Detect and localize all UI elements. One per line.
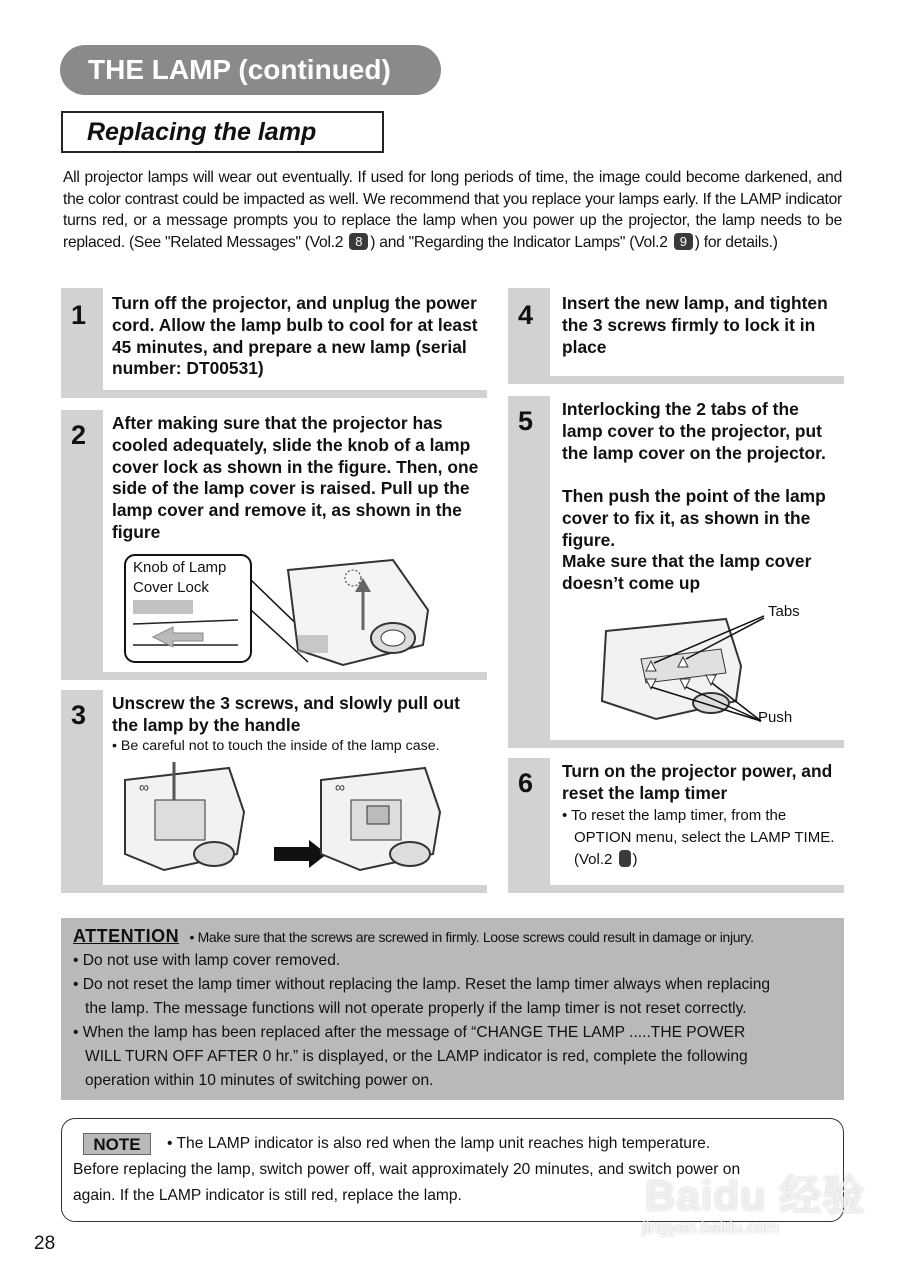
step-text-3: Make sure that the lamp cover doesn’t come up bbox=[562, 551, 812, 593]
attention-line-6: WILL TURN OFF AFTER 0 hr.” is displayed, or the LAMP indicator is red, complete the following bbox=[85, 1048, 748, 1065]
figure-label-knob: Knob of Lamp Cover Lock bbox=[133, 559, 227, 596]
watermark-logo: Baidu 经验 bbox=[645, 1172, 866, 1219]
step-number: 2 bbox=[71, 420, 87, 450]
step-text-2: Then push the point of the lamp cover to fix it, as shown in the figure. bbox=[562, 486, 826, 550]
attention-line-1: • Make sure that the screws are screwed in firmly. Loose screws could result in damage or injury. bbox=[189, 929, 754, 945]
step-text: Interlocking the 2 tabs of the lamp cover to the projector, put the lamp cover on the projector. bbox=[562, 399, 826, 463]
intro-text-a: All projector lamps will wear out eventually. If used for long periods of time, the image could become darkened, and the color contrast could be impacted as well. We recommend that you replace your lamps early. If the LAMP indicator turns red, or a message prompts you to replace the lamp when you power up the projector, the lamp needs to be replaced. (See "Related Messages" (Vol.2 bbox=[63, 169, 842, 251]
section-title: Replacing the lamp bbox=[61, 111, 384, 153]
step-bullet-text: • To reset the lamp timer, from the OPTION menu, select the LAMP TIME. (Vol.2 bbox=[562, 807, 835, 868]
step-bullet: • Be careful not to touch the inside of the lamp case. bbox=[112, 738, 440, 754]
note-line-2: Before replacing the lamp, switch power off, wait approximately 20 minutes, and switch power on bbox=[73, 1161, 741, 1178]
step-number: 3 bbox=[71, 700, 87, 730]
attention-line-7: operation within 10 minutes of switching power on. bbox=[85, 1072, 434, 1089]
page-ref-badge: 8 bbox=[349, 233, 368, 250]
note-line-3: again. If the LAMP indicator is still red, replace the lamp. bbox=[73, 1187, 462, 1204]
attention-line-2: • Do not use with lamp cover removed. bbox=[73, 952, 341, 969]
step-number: 4 bbox=[518, 300, 534, 330]
attention-box bbox=[61, 918, 844, 1100]
note-label: NOTE bbox=[83, 1133, 151, 1155]
figure-label-push: Push bbox=[758, 709, 793, 726]
page-ref-badge: 9 bbox=[674, 233, 693, 250]
step-3 bbox=[61, 690, 487, 893]
attention-line-4: the lamp. The message functions will not operate properly if the lamp timer is not reset correctly. bbox=[85, 1000, 747, 1017]
step-bullet bbox=[562, 805, 844, 870]
step-text: After making sure that the projector has cooled adequately, slide the knob of a lamp cover lock as shown in the figure. Then, one side of the lamp cover is raised. Pull up the lamp cover and remove it, as shown in the figure bbox=[112, 413, 479, 542]
page-ref-badge: 7 bbox=[619, 850, 631, 867]
page-title: THE LAMP (continued) bbox=[60, 45, 441, 95]
attention-label: ATTENTION bbox=[73, 926, 180, 946]
step-bullet-close: ) bbox=[632, 850, 638, 868]
attention-line bbox=[73, 924, 754, 950]
svg-text:∞: ∞ bbox=[335, 779, 345, 795]
step-number: 1 bbox=[71, 300, 87, 330]
step-number: 5 bbox=[518, 406, 534, 436]
svg-text:∞: ∞ bbox=[139, 779, 149, 795]
step-2 bbox=[61, 410, 487, 680]
lamp-removal-figure bbox=[119, 762, 484, 880]
step-5 bbox=[508, 396, 844, 748]
step-text: Turn on the projector power, and reset the lamp timer bbox=[562, 761, 833, 803]
attention-line-3: • Do not reset the lamp timer without replacing the lamp. Reset the lamp timer always when replacing bbox=[73, 976, 771, 993]
note-line-1: • The LAMP indicator is also red when the lamp unit reaches high temperature. bbox=[167, 1135, 711, 1152]
step-number: 6 bbox=[518, 768, 534, 798]
intro-text-c: ) for details.) bbox=[694, 233, 778, 251]
watermark-url: jingyan.baidu.com bbox=[642, 1218, 780, 1237]
intro-text-b: ) and "Regarding the Indicator Lamps" (Vol.2 bbox=[370, 233, 668, 251]
step-text: Turn off the projector, and unplug the power cord. Allow the lamp bulb to cool for at least 45 minutes, and prepare a new lamp (serial number: DT00531) bbox=[112, 293, 478, 379]
step-4 bbox=[508, 288, 844, 384]
lamp-cover-install-figure bbox=[596, 601, 836, 731]
figure-label-tabs: Tabs bbox=[768, 603, 800, 620]
step-text: Insert the new lamp, and tighten the 3 screws firmly to lock it in place bbox=[562, 293, 828, 357]
step-6 bbox=[508, 758, 844, 893]
attention-line-5: • When the lamp has been replaced after the message of “CHANGE THE LAMP .....THE POWER bbox=[73, 1024, 746, 1041]
page-number: 28 bbox=[34, 1233, 56, 1254]
step-1 bbox=[61, 288, 487, 398]
step-text: Unscrew the 3 screws, and slowly pull out the lamp by the handle bbox=[112, 693, 460, 735]
intro-paragraph bbox=[63, 167, 842, 253]
